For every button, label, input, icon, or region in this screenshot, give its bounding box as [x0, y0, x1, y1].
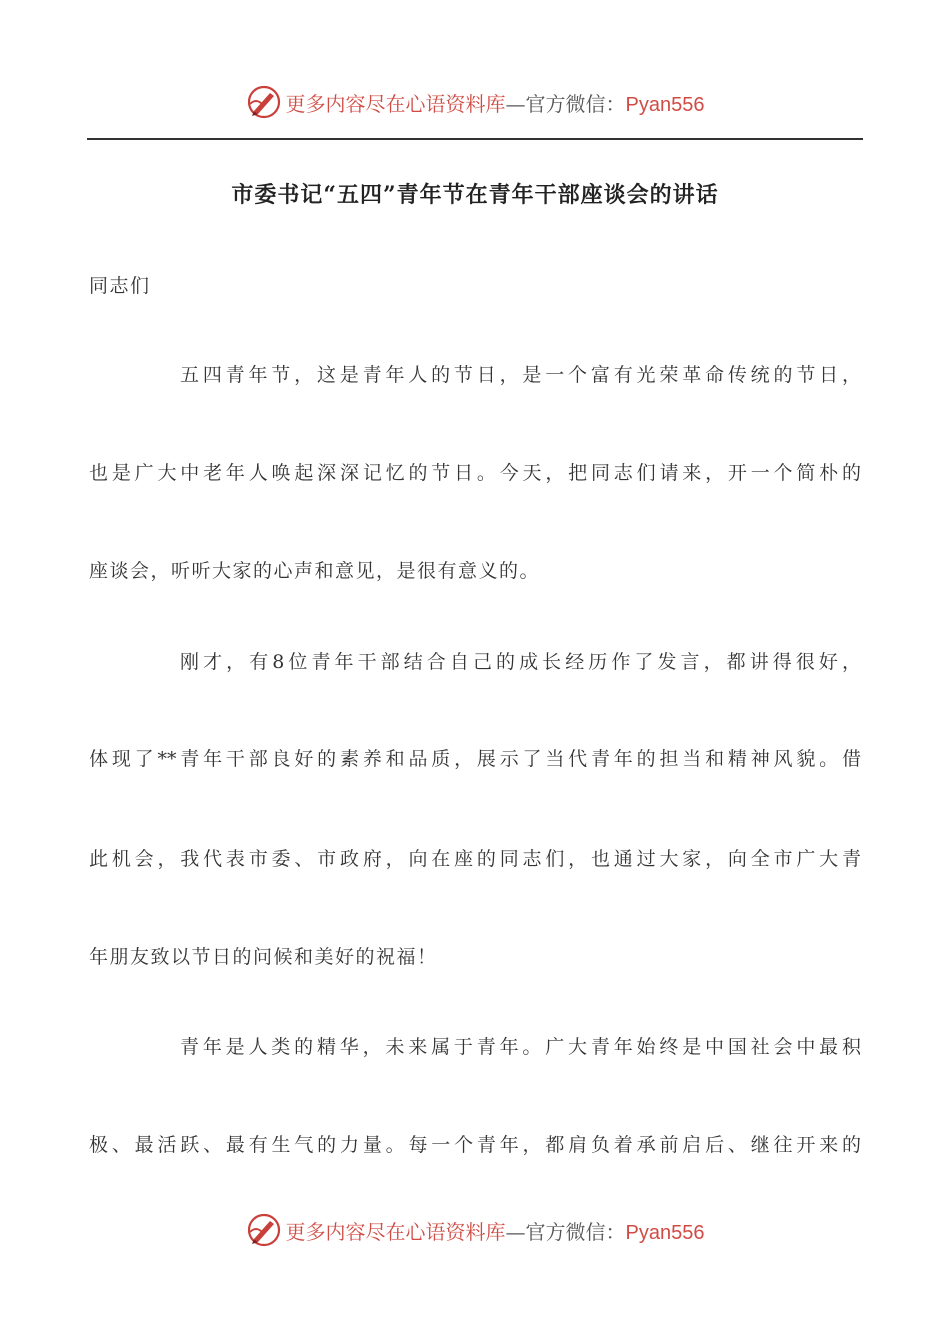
- footer-banner-text: [286, 1216, 705, 1245]
- header-banner-dash: —: [505, 91, 526, 116]
- footer-banner: [0, 1210, 950, 1250]
- paragraph-line: 年朋友致以节日的问候和美好的祝福！: [89, 946, 438, 968]
- header-banner-label: 官方微信：: [525, 91, 626, 116]
- paragraph-line: 此机会，我代表市委、市政府，向在座的同志们，也通过大家，向全市广大青: [89, 848, 861, 870]
- pen-logo-icon: [246, 1212, 282, 1248]
- salutation: 同志们: [89, 275, 151, 297]
- paragraph-line: 五四青年节，这是青年人的节日，是一个富有光荣革命传统的节日，: [180, 364, 861, 386]
- header-banner-id: Pyan556: [625, 93, 705, 116]
- document-title: 市委书记“五四”青年节在青年干部座谈会的讲话: [231, 182, 719, 208]
- paragraph-line: 刚才，有8位青年干部结合自己的成长经历作了发言，都讲得很好，: [180, 651, 861, 673]
- paragraph-line: 体现了**青年干部良好的素养和品质，展示了当代青年的担当和精神风貌。借: [89, 748, 861, 770]
- header-banner-main: 更多内容尽在心语资料库: [285, 91, 506, 116]
- header-divider: [87, 138, 863, 140]
- footer-banner-dash: —: [505, 1219, 526, 1244]
- paragraph-line: 也是广大中老年人唤起深深记忆的节日。今天，把同志们请来，开一个简朴的: [89, 462, 861, 484]
- header-banner-text: [286, 88, 705, 117]
- footer-banner-label: 官方微信：: [525, 1219, 626, 1244]
- paragraph-line: 极、最活跃、最有生气的力量。每一个青年，都肩负着承前启后、继往开来的: [89, 1134, 861, 1156]
- paragraph-line: 青年是人类的精华，未来属于青年。广大青年始终是中国社会中最积: [180, 1036, 861, 1058]
- footer-banner-main: 更多内容尽在心语资料库: [285, 1219, 506, 1244]
- header-banner: [0, 82, 950, 122]
- paragraph-line: 座谈会，听听大家的心声和意见，是很有意义的。: [89, 560, 541, 582]
- pen-logo-icon: [246, 84, 282, 120]
- footer-banner-id: Pyan556: [625, 1221, 705, 1244]
